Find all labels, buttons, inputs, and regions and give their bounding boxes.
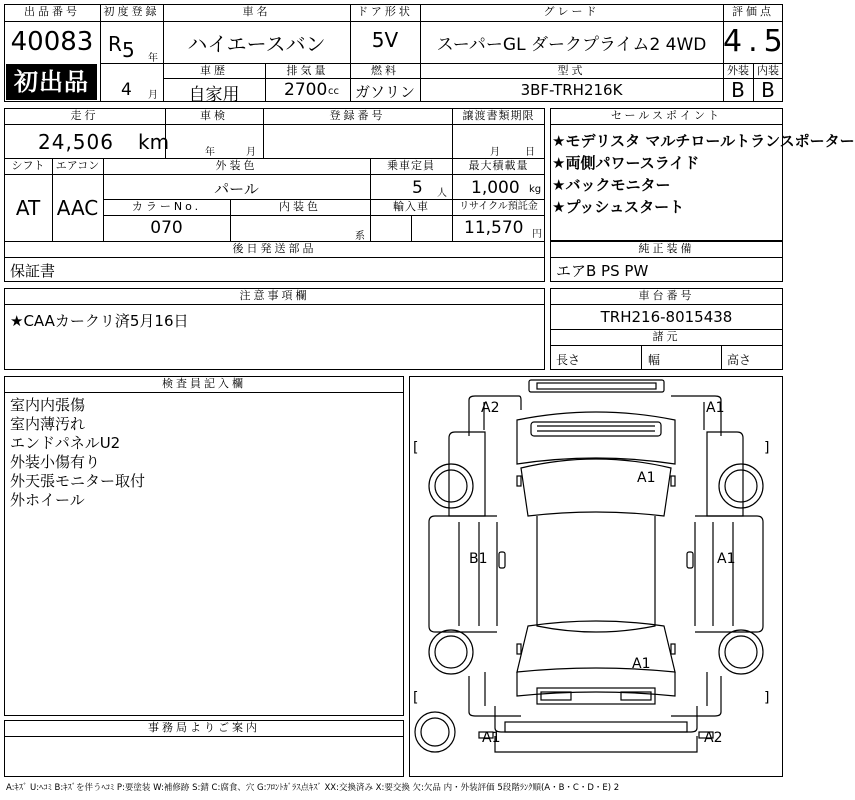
sales-point-2: ★両側パワースライド bbox=[552, 154, 700, 172]
length-label: 長さ bbox=[556, 353, 581, 367]
first-reg-month: 4 bbox=[121, 80, 132, 100]
recycle-label: リサイクル預託金 bbox=[459, 201, 538, 212]
height-label: 高さ bbox=[727, 353, 752, 367]
model-label: 型式 bbox=[557, 64, 586, 77]
fuel-label: 燃料 bbox=[371, 64, 399, 77]
max-load-label: 最大積載量 bbox=[468, 159, 529, 172]
history-label: 車歴 bbox=[200, 64, 228, 77]
lot-number-label: 出品番号 bbox=[24, 5, 80, 18]
inspector-line-1: 室内内張傷 bbox=[10, 396, 86, 414]
delivery-month-unit: 月 bbox=[490, 147, 500, 158]
displacement: 2700 bbox=[284, 80, 328, 100]
reg-no-label: 登録番号 bbox=[329, 109, 386, 122]
model-code: 3BF-TRH216K bbox=[520, 81, 623, 99]
notes-value: ★CAAカークリ済5月16日 bbox=[10, 312, 189, 330]
first-reg-label: 初度登録 bbox=[103, 5, 160, 18]
equipment-label: 純正装備 bbox=[638, 242, 695, 255]
shift: AT bbox=[15, 196, 41, 220]
ext-color: パール bbox=[214, 180, 259, 198]
color-no: 070 bbox=[150, 218, 183, 238]
inspector-label: 検査員記入欄 bbox=[162, 377, 246, 390]
score-label: 評価点 bbox=[732, 5, 774, 18]
color-no-label: カラーNo. bbox=[131, 200, 202, 213]
inspection-label: 車検 bbox=[200, 109, 228, 122]
interior-label: 内装 bbox=[757, 64, 779, 77]
damage-roof: A1 bbox=[632, 656, 651, 672]
inspection-year-unit: 年 bbox=[205, 147, 215, 158]
int-color-label: 内装色 bbox=[279, 200, 321, 213]
damage-left-side: B1 bbox=[469, 551, 488, 567]
grade-label: グレード bbox=[543, 5, 600, 18]
recycle-fee: 11,570 bbox=[464, 218, 524, 238]
bracket-left-1: [ bbox=[413, 440, 419, 456]
exterior-grade: B bbox=[731, 78, 745, 102]
capacity: 5 bbox=[412, 178, 423, 198]
ac-label: エアコン bbox=[55, 159, 100, 172]
displacement-unit: cc bbox=[328, 86, 339, 97]
damage-hood: A1 bbox=[637, 470, 656, 486]
damage-front-left: A2 bbox=[481, 400, 500, 416]
equipment-value: エアB PS PW bbox=[556, 262, 649, 280]
displacement-label: 排気量 bbox=[286, 64, 329, 77]
damage-rear-right: A2 bbox=[704, 730, 723, 746]
car-name-label: 車名 bbox=[242, 5, 271, 18]
interior-grade: B bbox=[761, 78, 775, 102]
sales-point-4: ★プッシュスタート bbox=[552, 198, 685, 216]
inspector-line-4: 外装小傷有り bbox=[10, 453, 101, 471]
ac: AAC bbox=[56, 196, 99, 220]
mileage-label: 走行 bbox=[70, 109, 99, 122]
damage-front-right: A1 bbox=[706, 400, 725, 416]
ext-color-label: 外装色 bbox=[215, 159, 258, 172]
era: R bbox=[108, 32, 122, 56]
first-reg-year: 5 bbox=[122, 38, 135, 62]
office-label: 事務局よりご案内 bbox=[148, 721, 260, 734]
later-parts-label: 後日発送部品 bbox=[232, 242, 317, 255]
inspector-line-3: エンドパネルU2 bbox=[10, 434, 121, 452]
first-listing-badge: 初出品 bbox=[6, 64, 97, 100]
damage-rear-left: A1 bbox=[482, 730, 501, 746]
car-name: ハイエースバン bbox=[187, 32, 326, 56]
capacity-label: 乗車定員 bbox=[387, 159, 435, 172]
capacity-unit: 人 bbox=[437, 188, 447, 199]
later-parts: 保証書 bbox=[10, 262, 56, 280]
inspection-month-unit: 月 bbox=[246, 147, 256, 158]
car-outline-diagram bbox=[409, 376, 783, 777]
mileage: 24,506 bbox=[38, 130, 114, 154]
month-unit: 月 bbox=[148, 90, 158, 101]
mileage-unit: km bbox=[138, 130, 170, 154]
damage-right-side: A1 bbox=[717, 551, 736, 567]
inspector-line-5: 外天張モニター取付 bbox=[10, 472, 146, 490]
sales-point-1: ★モデリスタ マルチロールトランスポーター bbox=[552, 132, 855, 150]
chassis-number: TRH216-8015438 bbox=[600, 308, 733, 326]
door-type: 5V bbox=[371, 28, 399, 52]
inspector-line-2: 室内薄汚れ bbox=[10, 415, 86, 433]
delivery-label: 譲渡書類期限 bbox=[462, 109, 535, 122]
inspector-line-6: 外ホイール bbox=[10, 491, 85, 509]
legend: A:ｷｽﾞ U:ﾍｺﾐ B:ｷｽﾞを伴うﾍｺﾐ P:要塗装 W:補修跡 S:錆 C:腐食、穴 G:ﾌﾛﾝﾄｶﾞﾗｽ点ｷｽﾞ XX:交換済み X:要交換 欠:欠品 内・外装評価 5段階ﾗﾝｸ順(A・B・C・D・E) 2 bbox=[6, 783, 620, 793]
exterior-label: 外装 bbox=[727, 64, 749, 77]
sales-points-label: セールスポイント bbox=[610, 109, 722, 122]
bracket-right-1: ] bbox=[764, 440, 770, 456]
year-unit: 年 bbox=[148, 53, 158, 64]
width-label: 幅 bbox=[648, 353, 661, 367]
bracket-right-2: ] bbox=[764, 690, 770, 706]
dims-label: 諸元 bbox=[652, 330, 681, 343]
int-color-unit: 系 bbox=[355, 231, 365, 242]
history: 自家用 bbox=[188, 85, 240, 105]
notes-label: 注意事項欄 bbox=[239, 289, 310, 302]
sales-point-3: ★バックモニター bbox=[552, 176, 671, 194]
chassis-label: 車台番号 bbox=[638, 289, 695, 302]
score: 4.5 bbox=[723, 24, 789, 59]
bracket-left-2: [ bbox=[413, 690, 419, 706]
recycle-unit: 円 bbox=[532, 229, 542, 240]
lot-number: 40083 bbox=[10, 27, 94, 57]
door-label: ドア形状 bbox=[357, 5, 413, 18]
grade: スーパーGL ダークプライム2 4WD bbox=[436, 35, 707, 55]
max-load: 1,000 bbox=[471, 178, 520, 198]
import-label: 輸入車 bbox=[393, 200, 429, 213]
max-load-unit: kg bbox=[529, 184, 542, 195]
shift-label: シフト bbox=[11, 159, 45, 172]
delivery-day-unit: 日 bbox=[525, 147, 535, 158]
fuel: ガソリン bbox=[354, 83, 415, 101]
